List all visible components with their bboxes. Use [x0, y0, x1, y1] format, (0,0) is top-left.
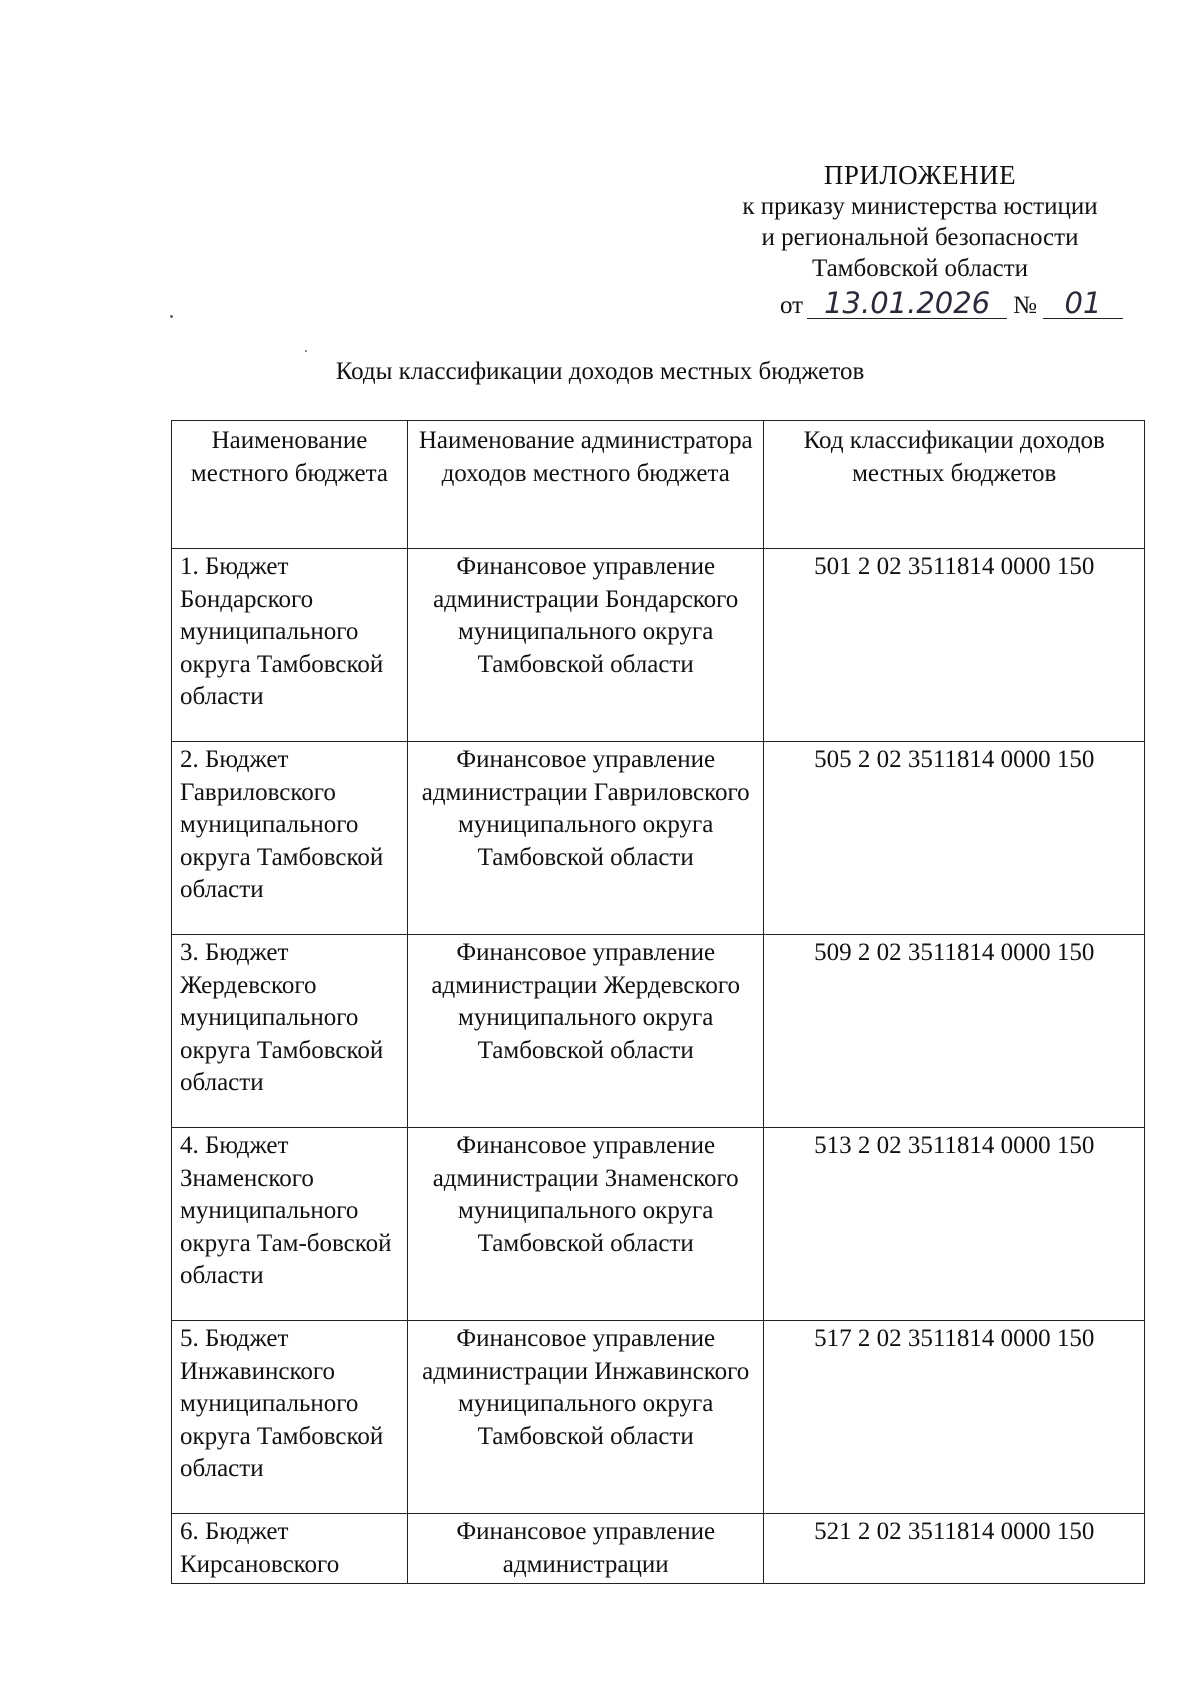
number-sign: №: [1013, 292, 1037, 319]
administrator-cell: Финансовое управление администрации Бондарского муниципального округа Тамбовской области: [407, 549, 764, 742]
code-cell: 509 2 02 3511814 0000 150: [764, 935, 1145, 1128]
administrator-cell: Финансовое управление администрации Инжавинского муниципального округа Тамбовской области: [407, 1321, 764, 1514]
table-row: [172, 742, 1145, 935]
table-header-row: [172, 421, 1145, 549]
handwritten-date: 13.01.2026: [807, 288, 1007, 319]
code-cell: 517 2 02 3511814 0000 150: [764, 1321, 1145, 1514]
table-row: [172, 1514, 1145, 1584]
code-cell: 513 2 02 3511814 0000 150: [764, 1128, 1145, 1321]
administrator-cell: Финансовое управление администрации Знаменского муниципального округа Тамбовской области: [407, 1128, 764, 1321]
budget-name-cell: 2. Бюджет Гавриловского муниципального округа Тамбовской области: [172, 742, 408, 935]
administrator-cell: Финансовое управление администрации Жердевского муниципального округа Тамбовской области: [407, 935, 764, 1128]
header-budget-name: Наименование местного бюджета: [172, 421, 408, 549]
header-classification-code: Код классификации доходов местных бюджетов: [764, 421, 1145, 549]
handwritten-number: 01: [1043, 288, 1123, 319]
administrator-cell: Финансовое управление администрации: [407, 1514, 764, 1584]
date-prefix: от: [780, 292, 804, 319]
appendix-heading: ПРИЛОЖЕНИЕ: [823, 160, 1017, 190]
appendix-line-1: к приказу министерства юстиции: [742, 193, 1098, 220]
budget-name-cell: 3. Бюджет Жердевского муниципального округа Тамбовской области: [172, 935, 408, 1128]
budget-name-cell: 4. Бюджет Знаменского муниципального округа Там-бовской области: [172, 1128, 408, 1321]
table-row: [172, 935, 1145, 1128]
budget-name-cell: 1. Бюджет Бондарского муниципального округа Тамбовской области: [172, 549, 408, 742]
table-row: [172, 549, 1145, 742]
table-row: [172, 1321, 1145, 1514]
scan-speck: [305, 350, 307, 352]
budget-name-cell: 6. Бюджет Кирсановского: [172, 1514, 408, 1584]
code-cell: 521 2 02 3511814 0000 150: [764, 1514, 1145, 1584]
administrator-cell: Финансовое управление администрации Гавриловского муниципального округа Тамбовской области: [407, 742, 764, 935]
budget-name-cell: 5. Бюджет Инжавинского муниципального округа Тамбовской области: [172, 1321, 408, 1514]
table-row: [172, 1128, 1145, 1321]
code-cell: 505 2 02 3511814 0000 150: [764, 742, 1145, 935]
order-date-line: [780, 288, 1123, 320]
scan-speck: [170, 315, 173, 318]
appendix-line-3: Тамбовской области: [811, 255, 1029, 282]
document-title: Коды классификации доходов местных бюджетов: [335, 358, 865, 385]
appendix-line-2: и региональной безопасности: [761, 224, 1079, 251]
code-cell: 501 2 02 3511814 0000 150: [764, 549, 1145, 742]
header-administrator: Наименование администратора доходов местного бюджета: [407, 421, 764, 549]
classification-table: [171, 420, 1145, 1584]
appendix-block: [700, 160, 1140, 284]
